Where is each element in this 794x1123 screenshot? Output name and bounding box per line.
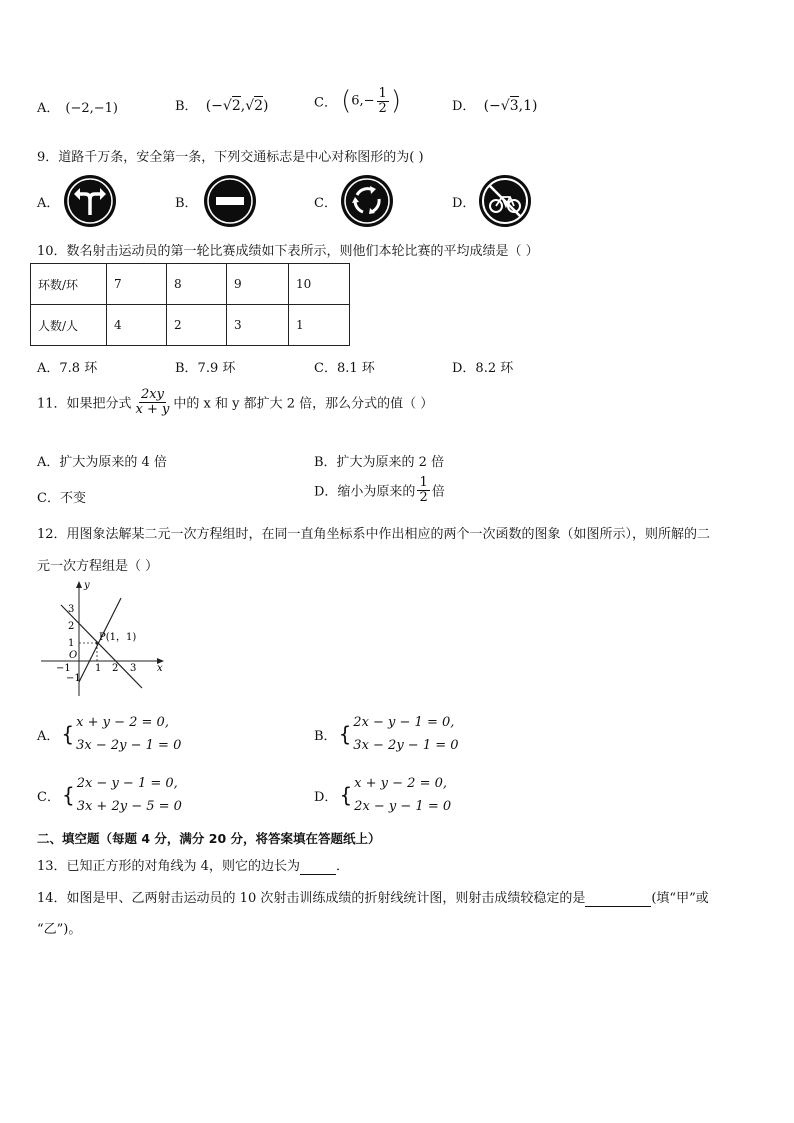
q12-stem-line1: 12．用图象法解某二元一次方程组时，在同一直角坐标系中作出相应的两个一次函数的图象（如图所示），则所解的二 [37,527,711,542]
q11-stem: 11．如果把分式 $\frac{2xy}{x + y}$ 中的 x 和 y 都扩大 2 倍，那么分式的值（ ） [37,387,434,417]
table-row [31,264,350,305]
q9-option-d-label: D． [452,196,476,211]
q11-option-c: C．不变 [37,491,86,506]
q10-score-table [30,263,350,346]
table-cell: 7 [107,264,167,305]
no-entry-sign-icon [204,175,256,227]
no-bicycles-sign-icon [479,175,531,227]
q14-stem-line2: “乙”)。 [37,922,82,937]
q12-graph [35,578,175,698]
x-axis-label: x [157,663,163,674]
q12-option-a: A． { x + y − 2 = 0, 3x − 2y − 1 = 0 [37,715,182,753]
y-tick-label: 2 [68,621,75,632]
q9-option-c-label: C． [314,196,337,211]
y-tick-label: 3 [68,604,75,615]
table-cell: 8 [167,264,227,305]
q11-option-d: D．缩小为原来的 $\frac{1}{2}$ 倍 [314,475,445,505]
table-cell: 人数/人 [31,305,107,346]
q9-option-a-label: A． [37,196,60,211]
section-2-heading: 二、填空题（每题 4 分，满分 20 分，将答案填在答题纸上） [37,831,381,846]
x-tick-label: 1 [95,663,102,674]
q8-option-c: C． (6,− $\frac{1}{2}$ ) [314,85,401,116]
y-tick-label: −1 [66,673,81,684]
q11-option-b: B．扩大为原来的 2 倍 [314,455,445,470]
table-cell: 环数/环 [31,264,107,305]
q13-stem: 13．已知正方形的对角线为 4，则它的边长为 ． [37,859,349,874]
x-tick-label: 2 [112,663,119,674]
table-cell: 9 [227,264,289,305]
answer-blank[interactable] [300,859,336,875]
q14-stem: 14．如图是甲、乙两射击运动员的 10 次射击训练成绩的折射线统计图，则射击成绩较稳定的是 (填“甲”或 [37,891,709,906]
q11-option-a: A．扩大为原来的 4 倍 [37,455,167,470]
x-tick-label: 3 [130,663,137,674]
table-cell: 3 [227,305,289,346]
origin-label: O [69,650,78,661]
answer-blank[interactable] [585,891,651,907]
q11-fraction: $\frac{2xy}{x + y}$ [135,387,170,417]
q12-stem-line2: 元一次方程组是（ ） [37,559,159,574]
q12-option-b: B． { 2x − y − 1 = 0, 3x − 2y − 1 = 0 [314,715,459,753]
q10-option-c: C．8.1 环 [314,361,375,376]
q8-option-d: D． (−√3,1) [452,98,538,114]
turn-left-or-right-sign-icon [64,175,116,227]
q9-option-b-label: B． [175,196,198,211]
table-cell: 2 [167,305,227,346]
y-axis-label: y [84,580,90,591]
q8-option-b: B． (−√2,√2) [175,98,269,114]
x-tick-label: −1 [56,663,71,674]
q10-option-d: D．8.2 环 [452,361,514,376]
table-cell: 1 [289,305,350,346]
table-cell: 4 [107,305,167,346]
q8-option-a: A． (−2,−1) [37,101,118,116]
q10-option-a: A．7.8 环 [37,361,98,376]
y-tick-label: 1 [68,638,75,649]
q12-option-d: D． { x + y − 2 = 0, 2x − y − 1 = 0 [314,776,452,814]
table-row [31,305,350,346]
q9-stem: 9．道路千万条，安全第一条，下列交通标志是中心对称图形的为( ) [37,150,424,165]
roundabout-sign-icon [341,175,393,227]
q10-stem: 10．数名射击运动员的第一轮比赛成绩如下表所示，则他们本轮比赛的平均成绩是（ ） [37,244,539,259]
point-p-label: P(1，1) [99,632,137,643]
q12-option-c: C． { 2x − y − 1 = 0, 3x + 2y − 5 = 0 [37,776,182,814]
q10-option-b: B．7.9 环 [175,361,236,376]
table-cell: 10 [289,264,350,305]
